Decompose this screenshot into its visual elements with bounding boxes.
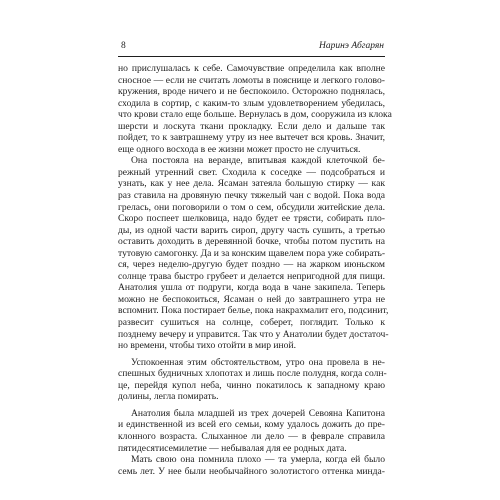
text-line: Она постояла на веранде, впитывая каждой клеточкой бе- [131,155,385,167]
page-header [118,41,384,55]
text-line: ся, через неделю-другую будет поздно — на жарком июньском [118,259,385,271]
text-line: оставить доходить в деревянной бочке, чтобы потом пустить на [118,236,385,248]
paragraph [118,408,385,454]
text-line: клонного возраста. Слыханное ли дело — в феврале справила [118,430,385,442]
text-line: грелась, они поговорили о том о сем, обсудили житейские дела. [118,201,385,213]
paragraph [118,454,385,477]
text-line: пятидесятисемилетие — небывалая для ее родных дата. [118,442,347,454]
text-line: позднему вечеру и управится. Так что у Анатолии будет достаточ- [118,328,389,340]
text-line: Анатолия была младшей из трех дочерей Севояна Капитона [131,407,385,419]
paragraph [118,63,392,155]
text-line: раз ставила на дровяную печку тяжелый чан с водой. Пока вода [118,190,385,202]
text-line: шерсти и лоскута ткани прокладку. Если дело и дальше так [118,120,385,132]
running-title: Наринэ Абгарян [318,41,384,51]
text-line: тутовую самогонку. Да и за конским щавелем пора уже собирать- [118,247,386,259]
paragraph [118,155,389,352]
text-line: Анатолия ушла от подруги, когда вода в чане закипела. Теперь [118,282,385,294]
text-line: це, перейдя купол неба, чинно покатилось к западному краю [118,379,385,391]
text-line: что крови стало еще больше. Вернулась в дом, сооружила из клока [118,109,392,121]
text-line: пойдет, то к завтрашнему утру из нее вытечет вся кровь. Значит, [118,132,385,144]
text-line: Скоро поспеет шелковица, надо будет ее трясти, собирать пло- [118,213,385,225]
text-line: режный утренний свет. Сходила к соседке — подсобраться и [118,166,385,178]
text-line: сходила в сортир, с каким-то злым удовлетворением убедилась, [118,97,385,109]
text-line: спешных будничных хлопотах и лишь после полудня, когда солн- [118,368,387,380]
text-line: еще одного восхода в ее жизни может просто не случиться. [118,143,361,155]
text-line: кружения, вроде ничего и не беспокоило. Осторожно поднялась, [118,86,385,98]
text-line: Мать свою она помнила плохо — та умерла, когда ей было [131,454,385,466]
body-text [118,63,392,477]
text-line: но прислушалась к себе. Самочувствие определила как вполне [118,63,385,74]
text-line: узнать, как у нее дела. Ясаман затеяла большую стирку — как [118,178,385,190]
text-line: и единственной из всей его семьи, кому удалось дожить до пре- [118,419,385,431]
text-line: можно не беспокоиться, Ясаман о ней до завтрашнего утра не [118,293,385,305]
header-rule [118,56,385,57]
text-line: развесит сушиться на солнце, соберет, поглядит. Только к [118,317,385,329]
text-line: солнце трава быстро грубеет и делается непригодной для пищи. [118,270,385,282]
text-line: вспомнит. Пока постирает белье, пока накрахмалит его, подсинит, [118,305,389,317]
text-line: но времени, чтобы тихо отойти в мир иной. [118,340,296,352]
text-line: долины, легла помирать. [118,391,219,403]
text-line: сносное — если не считать ломоты в пояснице и легкого голово- [118,74,385,86]
text-line: семь лет. У нее были необычайного золотистого оттенка минда- [118,465,385,477]
text-line: ды, из одной части варить сироп, другу часть сушить, а третью [118,224,385,236]
text-line: Успокоенная этим обстоятельством, утро она провела в не- [131,356,385,368]
page-number: 8 [121,41,126,51]
paragraph [118,357,385,403]
